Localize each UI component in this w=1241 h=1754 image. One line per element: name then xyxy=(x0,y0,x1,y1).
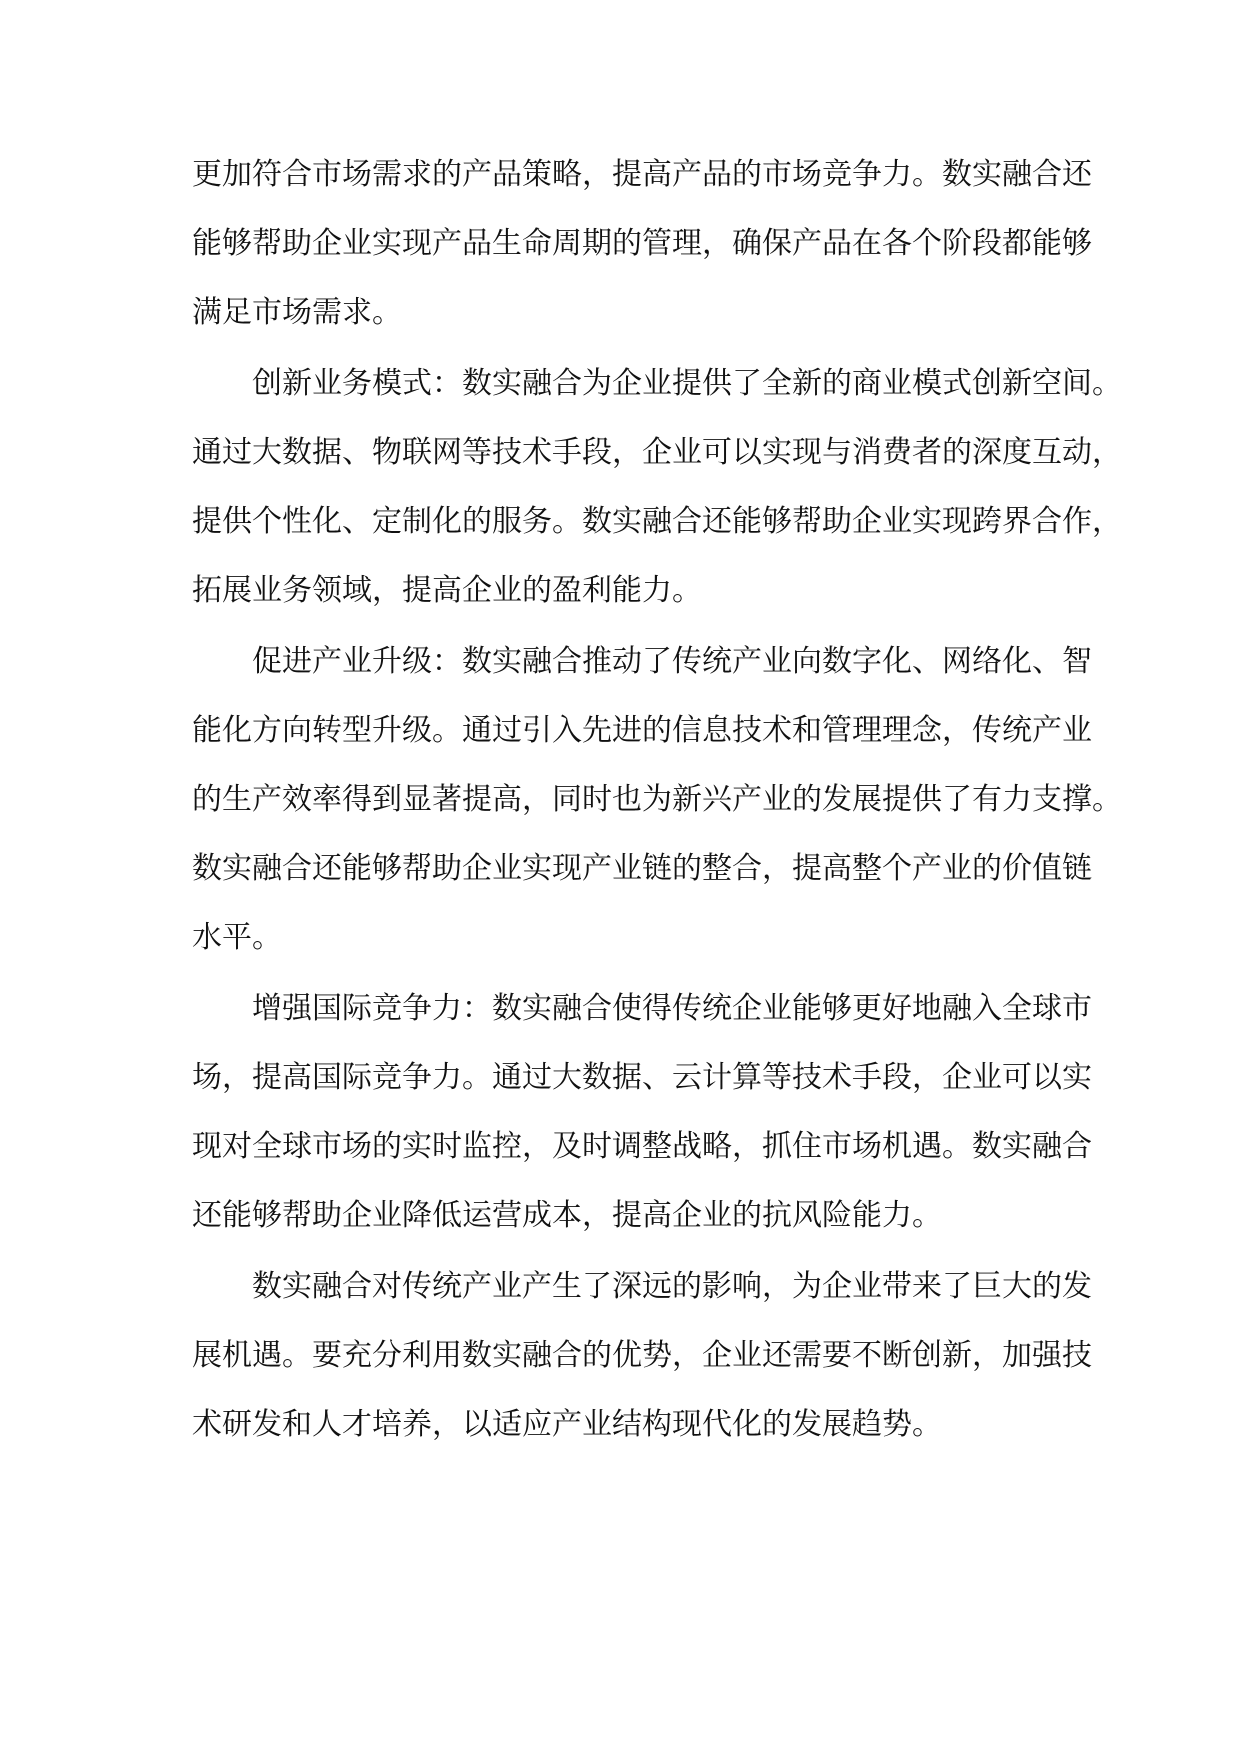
text-line: 场，提高国际竞争力。通过大数据、云计算等技术手段，企业可以实 xyxy=(192,1060,1092,1095)
text-line: 现对全球市场的实时监控，及时调整战略，抓住市场机遇。数实融合 xyxy=(192,1129,1092,1164)
text-line: 拓展业务领域，提高企业的盈利能力。 xyxy=(192,573,702,608)
text-line: 术研发和人才培养，以适应产业结构现代化的发展趋势。 xyxy=(192,1407,942,1442)
text-line: 数实融合还能够帮助企业实现产业链的整合，提高整个产业的价值链 xyxy=(192,851,1092,886)
text-line: 能化方向转型升级。通过引入先进的信息技术和管理理念，传统产业 xyxy=(192,713,1092,748)
text-line: 数实融合对传统产业产生了深远的影响，为企业带来了巨大的发 xyxy=(252,1269,1092,1304)
text-line: 创新业务模式：数实融合为企业提供了全新的商业模式创新空间。 xyxy=(252,366,1122,401)
text-line: 促进产业升级：数实融合推动了传统产业向数字化、网络化、智 xyxy=(252,644,1092,679)
text-line: 还能够帮助企业降低运营成本，提高企业的抗风险能力。 xyxy=(192,1198,942,1233)
paragraph-industry-upgrade xyxy=(192,627,1122,972)
text-line: 提供个性化、定制化的服务。数实融合还能够帮助企业实现跨界合作， xyxy=(192,504,1122,539)
text-line: 更加符合市场需求的产品策略，提高产品的市场竞争力。数实融合还 xyxy=(192,157,1092,192)
text-line: 通过大数据、物联网等技术手段，企业可以实现与消费者的深度互动， xyxy=(192,435,1122,470)
text-line: 满足市场需求。 xyxy=(192,295,402,330)
text-line: 水平。 xyxy=(192,920,282,955)
paragraph-conclusion xyxy=(192,1252,1092,1459)
document-body xyxy=(192,140,1122,1461)
paragraph-international-competitiveness xyxy=(192,974,1092,1250)
text-line: 的生产效率得到显著提高，同时也为新兴产业的发展提供了有力支撑。 xyxy=(192,782,1122,817)
text-line: 增强国际竞争力：数实融合使得传统企业能够更好地融入全球市 xyxy=(252,991,1092,1026)
text-line: 能够帮助企业实现产品生命周期的管理，确保产品在各个阶段都能够 xyxy=(192,226,1092,261)
text-line: 展机遇。要充分利用数实融合的优势，企业还需要不断创新，加强技 xyxy=(192,1338,1092,1373)
paragraph-business-model xyxy=(192,349,1122,625)
paragraph-product-strategy xyxy=(192,140,1092,347)
